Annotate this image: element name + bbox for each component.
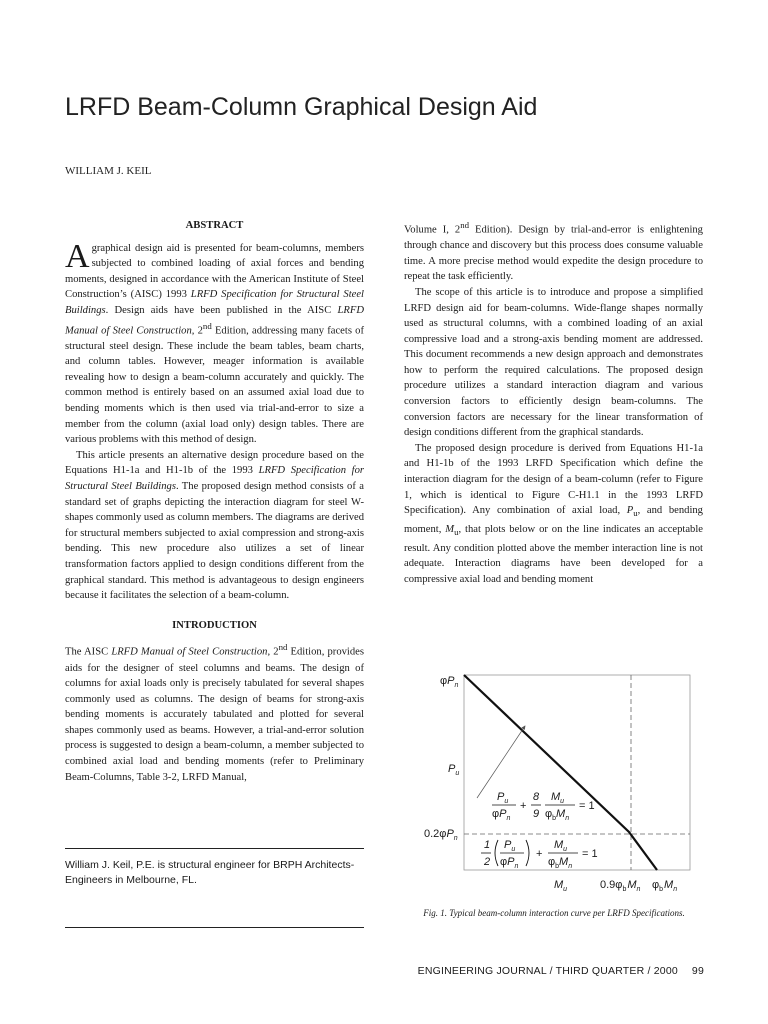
- body-paragraph-3: The proposed design procedure is derived from Equations H1-1a and H1-1b of the 1993 LRFD Specification which define the interaction diagram for the design of a beam-column (refer to Figure 1, which is identical to Figure C-H1.1 in the 1993 LRFD Specification). Any combination of axial load, $P_u$, and bending moment, $M_u$, that plots below or on the line indicates an acceptable result. Any condition plotted above the member interaction line is not adequate. Interaction diagrams have been developed for a compressive axial load and bending moment: [404, 442, 703, 585]
- equation-h1-1a: [492, 791, 595, 822]
- y-label-phiPn: $\varphi P_n$: [440, 675, 459, 689]
- svg-text:9: 9: [533, 808, 540, 820]
- svg-text:Mu: $M_u$: [551, 791, 565, 805]
- right-column: [404, 218, 703, 587]
- svg-text:φbMn: $\varphi_bM_n$: [545, 808, 570, 822]
- journal-footer: [404, 965, 704, 977]
- svg-text:1: 1: [484, 839, 491, 851]
- y-label-0.2phiPn: $0.2\varphi P_n$: [424, 828, 458, 842]
- drop-cap: A: [65, 237, 90, 275]
- body-paragraph-2: The scope of this article is to introduce and propose a simplified LRFD design aid for beam-columns. Wide-flange shapes normally used as structural columns, with a combined loading of an axial compressive load and a strong-axis bending moment are addressed. This document recommends a new design approach and demonstrates how to perform the required calculations. The proposed design procedure utilizes a standard interaction diagram and various conversion factors to efficiently design beam-columns. The conversion factors are necessary for the linear transformation of design conditions different from the graphical standards.: [404, 286, 703, 439]
- svg-text:φPn: $\varphi P_n$: [492, 808, 511, 822]
- svg-text:φPn: $\varphi P_n$: [500, 856, 519, 870]
- svg-text:8: 8: [533, 791, 540, 803]
- interaction-diagram: [404, 660, 704, 900]
- svg-text:φbMn: $\varphi_bM_n$: [548, 856, 573, 870]
- footnote-divider-bottom: [65, 927, 364, 928]
- svg-text:Mu: $M_u$: [554, 839, 568, 853]
- journal-name: ENGINEERING JOURNAL / THIRD QUARTER / 2000: [417, 965, 678, 977]
- x-label-Mu: $M_u$: [554, 879, 568, 893]
- introduction-paragraph-1: The AISC LRFD Manual of Steel Construction, 2nd Edition, provides aids for the designer of steel columns and beams. The design of columns for axial loads only is precisely tabulated for several shapes commonly used as columns. The design of beams for strong-axis bending moments is accurately tabulated and plotted for several shapes commonly used as beams. However, a trial-and-error solution process is suggested to design a beam-column, a member subjected to combined axial load and bending moments (refer to Preliminary Beam-Columns, Table 3-2, LRFD Manual,: [65, 642, 364, 783]
- svg-text:+: +: [520, 800, 527, 812]
- y-label-Pu: $P_u$: [448, 763, 460, 777]
- svg-text:+: +: [536, 848, 543, 860]
- abstract-paragraph-2: This article presents an alternative design procedure based on the Equations H1-1a and H1-1b of the 1993 LRFD Specification for Structural Steel Buildings. The proposed design method consists of a standard set of graphs depicting the interaction diagram for steel W-shapes commonly used as column members. The diagrams are derived for structural members subjected to axial compression and strong-axis bending. This new procedure also utilizes a set of linear transformation factors applied to design conditions different from the graphical standard. This method is advantageous to design engineers because it facilitates the selection of a beam-column.: [65, 449, 365, 602]
- author-name: WILLIAM J. KEIL: [65, 165, 152, 177]
- page-number: 99: [691, 965, 704, 977]
- svg-text:2: 2: [484, 856, 491, 868]
- leader-arrow: [477, 726, 525, 798]
- x-label-0.9phiMn: $0.9\varphi_bM_n$: [600, 879, 641, 893]
- svg-text:Pu: $P_u$: [504, 839, 516, 853]
- abstract-heading: ABSTRACT: [185, 220, 244, 231]
- page-title: LRFD Beam-Column Graphical Design Aid: [65, 93, 538, 121]
- left-column: [65, 218, 364, 785]
- equation-h1-1b: [481, 839, 598, 870]
- introduction-heading: INTRODUCTION: [172, 619, 257, 631]
- interaction-diagram-figure: [404, 660, 704, 900]
- figure-caption: Fig. 1. Typical beam-column interaction curve per LRFD Specifications.: [423, 908, 685, 918]
- abstract-paragraph-1: A graphical design aid is presented for beam-columns, members subjected to combined loading of axial forces and bending moments, designed in accordance with the American Institute of Steel Construction’s (AISC) 1993 LRFD Specification for Structural Steel Buildings. Design aids have been published in the AISC LRFD Manual of Steel Construction, 2nd Edition, addressing many facets of structural steel design. These include the beam tables, beam charts, and column tables. However, meager information is available revealing how to design a beam-column accurately and quickly. The common method is entirely based on an assumed axial load due to bending moments which is then used via trial-and-error to size a member from the column (axial load only) design tables. There are various problems with this method of design.: [65, 237, 364, 446]
- svg-text:= 1: = 1: [579, 800, 595, 812]
- svg-text:= 1: = 1: [582, 848, 598, 860]
- svg-text:Pu: $P_u$: [497, 791, 509, 805]
- author-footnote: William J. Keil, P.E. is structural engineer for BRPH Architects-Engineers in Melbourne, FL.: [65, 859, 355, 886]
- footnote-divider-top: [65, 848, 364, 849]
- body-paragraph-1: Volume I, 2nd Edition). Design by trial-and-error is enlightening through chance and discovery but this process does consume valuable time. A more precise method would expedite the design procedure to repeat the task efficiently.: [404, 220, 703, 283]
- x-label-phiMn: $\varphi_bM_n$: [652, 879, 678, 893]
